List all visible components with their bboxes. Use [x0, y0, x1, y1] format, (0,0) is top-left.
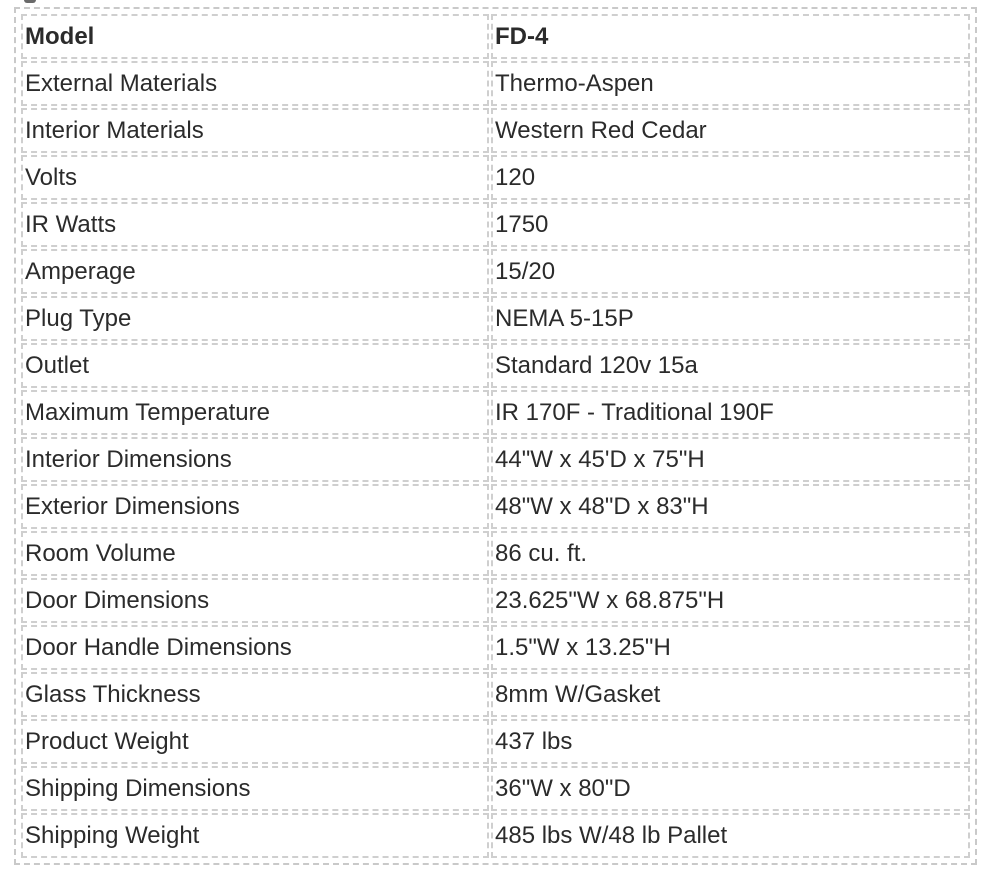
table-row — [21, 625, 970, 670]
row-value: 15/20 — [491, 249, 970, 294]
row-label: Amperage — [21, 249, 489, 294]
row-value: NEMA 5-15P — [491, 296, 970, 341]
row-value: 1.5"W x 13.25"H — [491, 625, 970, 670]
row-label: Door Dimensions — [21, 578, 489, 623]
row-value: Thermo-Aspen — [491, 61, 970, 106]
table-row — [21, 813, 970, 858]
row-label: Interior Dimensions — [21, 437, 489, 482]
table-row — [21, 578, 970, 623]
row-label: Volts — [21, 155, 489, 200]
row-value: 86 cu. ft. — [491, 531, 970, 576]
row-value: 48"W x 48"D x 83"H — [491, 484, 970, 529]
row-value: 36"W x 80"D — [491, 766, 970, 811]
row-label: Room Volume — [21, 531, 489, 576]
table-row — [21, 390, 970, 435]
row-label: Plug Type — [21, 296, 489, 341]
table-row — [21, 672, 970, 717]
header-label-cell: Model — [21, 14, 489, 59]
table-row — [21, 61, 970, 106]
table-row — [21, 343, 970, 388]
row-label: Shipping Dimensions — [21, 766, 489, 811]
table-row — [21, 202, 970, 247]
row-label: Interior Materials — [21, 108, 489, 153]
row-value: 1750 — [491, 202, 970, 247]
table-row — [21, 484, 970, 529]
row-value: 120 — [491, 155, 970, 200]
row-label: Exterior Dimensions — [21, 484, 489, 529]
row-label: Maximum Temperature — [21, 390, 489, 435]
row-value: 44"W x 45'D x 75"H — [491, 437, 970, 482]
header-value-cell: FD-4 — [491, 14, 970, 59]
row-label: Glass Thickness — [21, 672, 489, 717]
row-label: Shipping Weight — [21, 813, 489, 858]
row-value: 8mm W/Gasket — [491, 672, 970, 717]
spec-table-container — [14, 7, 977, 865]
row-label: External Materials — [21, 61, 489, 106]
cropped-heading-fragment — [24, 0, 36, 3]
row-value: Western Red Cedar — [491, 108, 970, 153]
row-value: Standard 120v 15a — [491, 343, 970, 388]
row-value: 485 lbs W/48 lb Pallet — [491, 813, 970, 858]
row-label: Door Handle Dimensions — [21, 625, 489, 670]
table-header-row — [21, 14, 970, 59]
table-row — [21, 531, 970, 576]
row-value: IR 170F - Traditional 190F — [491, 390, 970, 435]
spec-table — [19, 12, 972, 860]
row-label: IR Watts — [21, 202, 489, 247]
row-value: 23.625"W x 68.875"H — [491, 578, 970, 623]
table-row — [21, 296, 970, 341]
table-row — [21, 108, 970, 153]
row-label: Outlet — [21, 343, 489, 388]
row-label: Product Weight — [21, 719, 489, 764]
table-row — [21, 766, 970, 811]
table-row — [21, 437, 970, 482]
row-value: 437 lbs — [491, 719, 970, 764]
table-row — [21, 719, 970, 764]
table-row — [21, 155, 970, 200]
table-row — [21, 249, 970, 294]
